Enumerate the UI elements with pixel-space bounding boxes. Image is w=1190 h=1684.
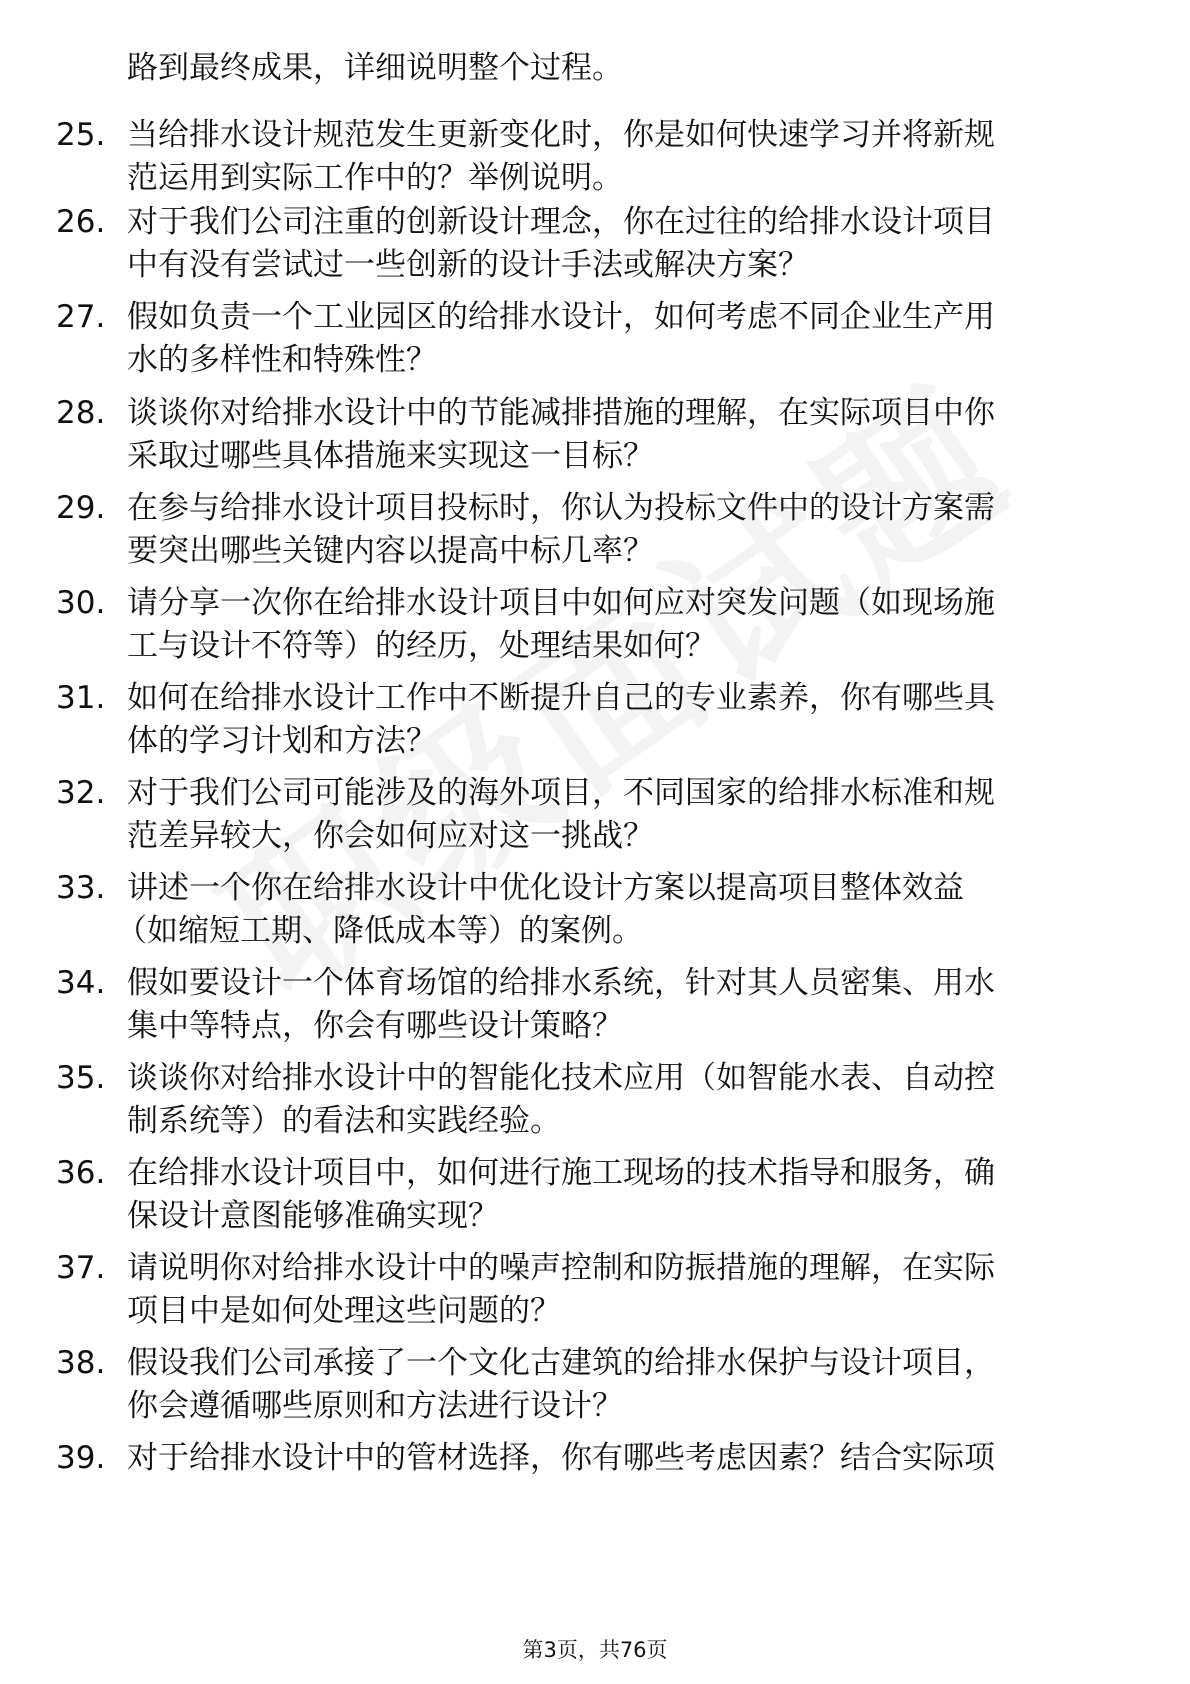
question-item <box>0 1153 1190 1245</box>
question-text-line: 在给排水设计项目中，如何进行施工现场的技术指导和服务，确 <box>127 1155 995 1191</box>
question-number: 27. <box>56 299 106 335</box>
question-text-line: 范差异较大，你会如何应对这一挑战？ <box>127 818 654 854</box>
question-text-line: 保设计意图能够准确实现？ <box>127 1198 499 1234</box>
question-number: 28. <box>56 395 106 431</box>
page-footer: 第3页，共76页 <box>522 1638 668 1662</box>
question-item <box>0 488 1190 580</box>
question-text-line: 体的学习计划和方法？ <box>127 723 437 759</box>
continuation-text: 路到最终成果，详细说明整个过程。 <box>127 50 623 86</box>
question-number: 38. <box>56 1345 106 1381</box>
question-number: 37. <box>56 1250 106 1286</box>
question-item <box>0 115 1190 207</box>
question-number: 39. <box>56 1440 106 1476</box>
question-number: 31. <box>56 680 106 716</box>
question-text-line: 对于我们公司可能涉及的海外项目，不同国家的给排水标准和规 <box>127 775 995 811</box>
question-item <box>0 868 1190 960</box>
question-text-line: 集中等特点，你会有哪些设计策略？ <box>127 1008 623 1044</box>
question-text-line: 范运用到实际工作中的？举例说明。 <box>127 160 623 196</box>
question-text-line: 讲述一个你在给排水设计中优化设计方案以提高项目整体效益 <box>127 870 964 906</box>
question-text-line: 谈谈你对给排水设计中的智能化技术应用（如智能水表、自动控 <box>127 1060 995 1096</box>
question-item <box>0 1343 1190 1435</box>
question-text-line: 假设我们公司承接了一个文化古建筑的给排水保护与设计项目， <box>127 1345 995 1381</box>
question-text-line: 要突出哪些关键内容以提高中标几率？ <box>127 533 654 569</box>
question-text-line: 工与设计不符等）的经历，处理结果如何？ <box>127 628 716 664</box>
question-text-line: 谈谈你对给排水设计中的节能减排措施的理解，在实际项目中你 <box>127 395 995 431</box>
question-item <box>0 963 1190 1055</box>
question-text-line: 请说明你对给排水设计中的噪声控制和防振措施的理解，在实际 <box>127 1250 995 1286</box>
question-item <box>0 773 1190 865</box>
question-number: 26. <box>56 204 106 240</box>
question-number: 25. <box>56 117 106 153</box>
question-number: 29. <box>56 490 106 526</box>
question-number: 34. <box>56 965 106 1001</box>
question-item <box>0 678 1190 770</box>
question-text-line: 中有没有尝试过一些创新的设计手法或解决方案？ <box>127 247 809 283</box>
question-text-line: （如缩短工期、降低成本等）的案例。 <box>116 913 643 949</box>
question-number: 32. <box>56 775 106 811</box>
question-text-line: 对于给排水设计中的管材选择，你有哪些考虑因素？结合实际项 <box>127 1440 995 1476</box>
question-text-line: 对于我们公司注重的创新设计理念，你在过往的给排水设计项目 <box>127 204 995 240</box>
question-item <box>0 583 1190 675</box>
question-text-line: 你会遵循哪些原则和方法进行设计？ <box>127 1388 623 1424</box>
question-text-line: 在参与给排水设计项目投标时，你认为投标文件中的设计方案需 <box>127 490 995 526</box>
question-item <box>0 202 1190 294</box>
question-text-line: 采取过哪些具体措施来实现这一目标？ <box>127 438 654 474</box>
question-number: 35. <box>56 1060 106 1096</box>
question-text-line: 制系统等）的看法和实践经验。 <box>127 1103 561 1139</box>
question-number: 30. <box>56 585 106 621</box>
question-text-line: 项目中是如何处理这些问题的？ <box>127 1293 561 1329</box>
question-text-line: 假如负责一个工业园区的给排水设计，如何考虑不同企业生产用 <box>127 299 995 335</box>
question-text-line: 当给排水设计规范发生更新变化时，你是如何快速学习并将新规 <box>127 117 995 153</box>
question-number: 33. <box>56 870 106 906</box>
question-item <box>0 393 1190 485</box>
question-text-line: 假如要设计一个体育场馆的给排水系统，针对其人员密集、用水 <box>127 965 995 1001</box>
question-item <box>0 1248 1190 1340</box>
question-text-line: 如何在给排水设计工作中不断提升自己的专业素养，你有哪些具 <box>127 680 995 716</box>
question-text-line: 请分享一次你在给排水设计项目中如何应对突发问题（如现场施 <box>127 585 995 621</box>
question-number: 36. <box>56 1155 106 1191</box>
question-text-line: 水的多样性和特殊性？ <box>127 342 437 378</box>
question-item <box>0 1058 1190 1150</box>
question-item <box>0 1438 1190 1530</box>
question-item <box>0 297 1190 389</box>
